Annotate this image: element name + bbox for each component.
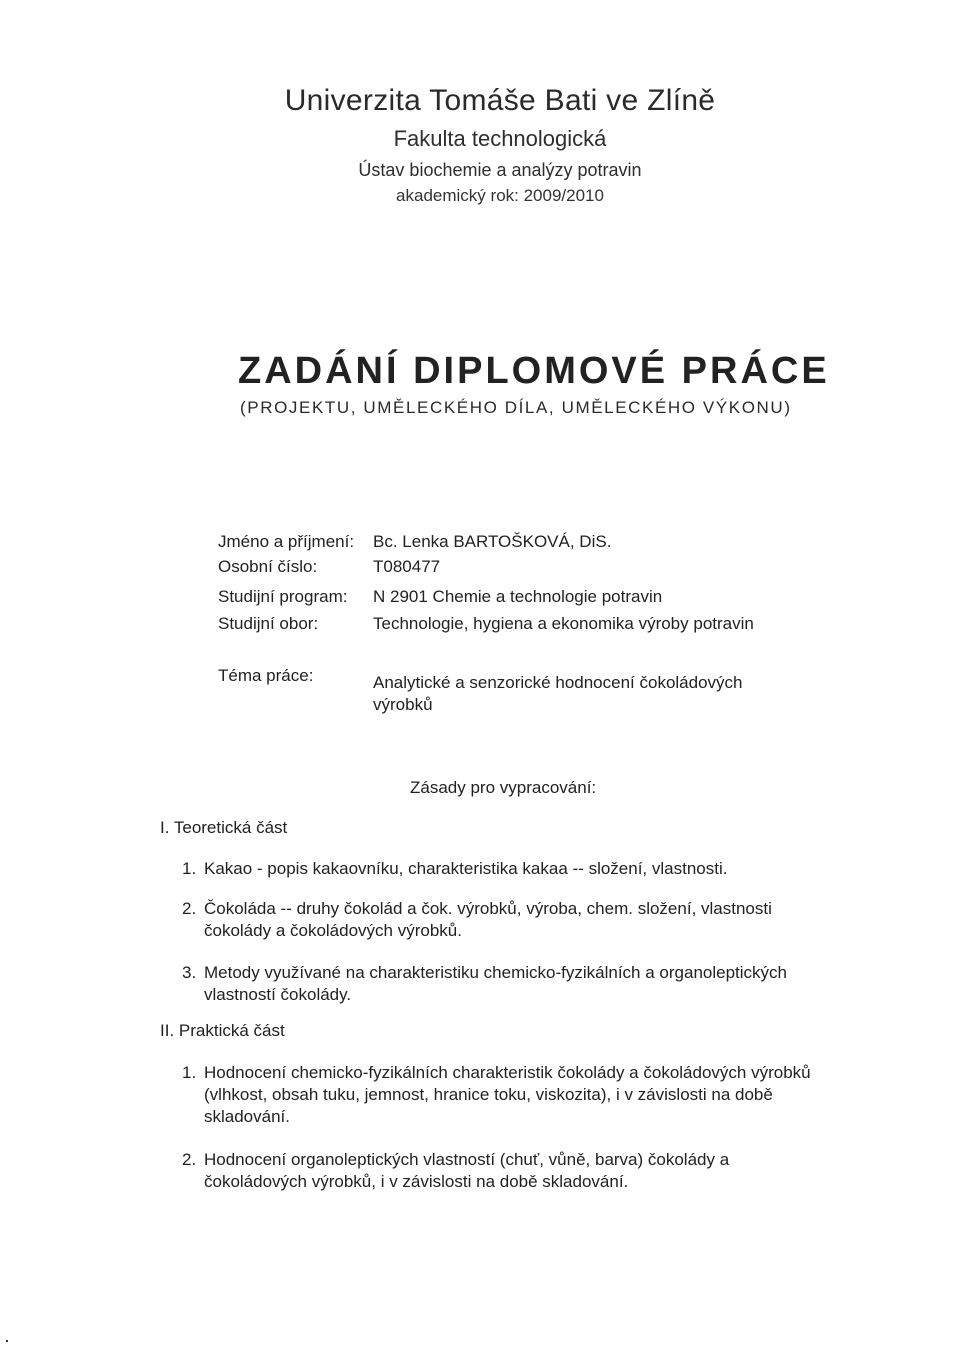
list-item xyxy=(182,1062,844,1128)
item-text: Kakao - popis kakaovníku, charakteristika kakaa -- složení, vlastnosti. xyxy=(204,859,728,878)
info-label: Jméno a příjmení: xyxy=(218,532,355,551)
item-number: 3. xyxy=(182,963,197,982)
info-label: Studijní program: xyxy=(218,587,348,606)
info-value: Technologie, hygiena a ekonomika výroby potravin xyxy=(373,614,754,633)
university-name: Univerzita Tomáše Bati ve Zlíně xyxy=(284,84,716,117)
theme-label: Téma práce: xyxy=(218,666,314,685)
info-value: Bc. Lenka BARTOŠKOVÁ, DiS. xyxy=(373,532,612,551)
info-label: Osobní číslo: xyxy=(218,557,318,576)
list-item xyxy=(182,898,804,942)
item-text: Čokoláda -- druhy čokolád a čok. výrobků, výroba, chem. složení, vlastnosti čokolády a čokoládových výrobků. xyxy=(204,899,772,940)
info-value: N 2901 Chemie a technologie potravin xyxy=(373,587,663,606)
theme-value: Analytické a senzorické hodnocení čokoládových výrobků xyxy=(373,673,743,714)
faculty-name: Fakulta technologická xyxy=(393,126,607,151)
list-item xyxy=(182,858,764,880)
principles-heading: Zásady pro vypracování: xyxy=(410,778,597,797)
info-label: Studijní obor: xyxy=(218,614,319,633)
info-value: T080477 xyxy=(373,557,441,576)
part2-heading: II. Praktická část xyxy=(160,1021,285,1040)
scan-speck xyxy=(6,1340,8,1342)
item-number: 2. xyxy=(182,899,197,918)
institute-name: Ústav biochemie a analýzy potravin xyxy=(358,160,642,180)
item-text: Metody využívané na charakteristiku chemicko-fyzikálních a organoleptických vlastností čokolády. xyxy=(204,963,787,1004)
item-text: Hodnocení organoleptických vlastností (chuť, vůně, barva) čokolády a čokoládových výrobků, i v závislosti na době skladování. xyxy=(204,1150,730,1191)
document-subtitle: (PROJEKTU, UMĚLECKÉHO DÍLA, UMĚLECKÉHO VÝKONU) xyxy=(240,398,792,417)
document-title: ZADÁNÍ DIPLOMOVÉ PRÁCE xyxy=(238,350,830,392)
item-number: 2. xyxy=(182,1150,197,1169)
item-number: 1. xyxy=(182,859,197,878)
list-item xyxy=(182,1149,749,1193)
item-number: 1. xyxy=(182,1063,197,1082)
list-item xyxy=(182,962,819,1006)
academic-year: akademický rok: 2009/2010 xyxy=(396,186,604,205)
part1-heading: I. Teoretická část xyxy=(160,818,288,837)
item-text: Hodnocení chemicko-fyzikálních charakteristik čokolády a čokoládových výrobků (vlhkost, obsah tuku, jemnost, hranice toku, viskozita), i v závislosti na době skladování. xyxy=(204,1063,811,1126)
